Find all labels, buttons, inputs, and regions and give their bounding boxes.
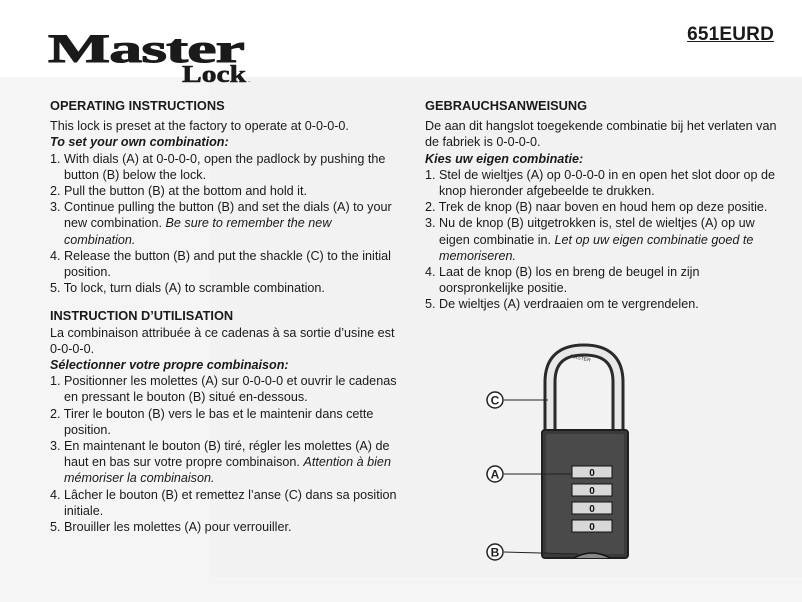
french-intro: La combinaison attribuée à ce cadenas à sa sortie d’usine est 0-0-0-0. [50, 325, 395, 356]
model-number: 651EURD [687, 24, 774, 45]
french-heading: INSTRUCTION D’UTILISATION [50, 308, 234, 324]
german-dutch-section [425, 98, 780, 313]
german-dutch-subheading: Kies uw eigen combinatie: [425, 151, 584, 166]
list-item: 3. En maintenant le bouton (B) tiré, régler les molettes (A) de haut en bas sur votre propre combinaison. Attention à bien mémoriser la combinaison. [50, 439, 391, 486]
dial-digit: 0 [589, 486, 595, 497]
dial-digit: 0 [589, 504, 595, 515]
english-steps [50, 151, 405, 297]
list-item: 4. Release the button (B) and put the shackle (C) to the initial position. [50, 248, 391, 280]
callout-a-label: A [490, 467, 500, 482]
list-item: 4. Lâcher le bouton (B) et remettez l’anse (C) dans sa position initiale. [50, 487, 397, 518]
list-item: 1. With dials (A) at 0-0-0-0, open the padlock by pushing the button (B) below the lock. [50, 151, 386, 182]
list-item: 2. Tirer le bouton (B) vers le bas et le maintenir dans cette position. [50, 406, 374, 437]
callout-b-label: B [490, 545, 500, 560]
list-item: 5. Brouiller les molettes (A) pour verrouiller. [50, 520, 292, 535]
list-item: 2. Trek de knop (B) naar boven en houd hem op deze positie. [425, 200, 768, 215]
master-lock-logo [48, 28, 263, 86]
english-subheading: To set your own combination: [50, 135, 229, 150]
english-intro: This lock is preset at the factory to operate at 0-0-0-0. [50, 119, 349, 134]
svg-text:MASTER: MASTER [569, 353, 592, 364]
dial-digit: 0 [589, 468, 595, 479]
right-column [425, 98, 780, 313]
english-section [50, 98, 405, 296]
list-item: 3. Nu de knop (B) uitgetrokken is, stel de wieltjes (A) op uw eigen combinatie in. Let op uw eigen combinatie goed te memoriseren. [425, 216, 755, 263]
callout-c-label: C [490, 393, 500, 408]
list-item: 2. Pull the button (B) at the bottom and hold it. [50, 184, 307, 199]
list-item: 3. Continue pulling the button (B) and set the dials (A) to your new combination. Be sure to remember the new combination. [50, 200, 392, 247]
german-dutch-heading: GEBRAUCHSANWEISUNG [425, 98, 588, 113]
left-column [50, 98, 405, 535]
list-item: 4. Laat de knop (B) los en breng de beugel in zijn oorspronkelijke positie. [425, 265, 700, 296]
padlock-diagram [482, 340, 662, 575]
german-dutch-intro: De aan dit hangslot toegekende combinatie bij het verlaten van de fabriek is 0-0-0-0. [425, 119, 777, 150]
logo-word-master: Master [48, 28, 244, 71]
german-dutch-steps [425, 167, 780, 313]
french-steps [50, 373, 405, 535]
list-item: 1. Positionner les molettes (A) sur 0-0-0-0 et ouvrir le cadenas en pressant le bouton (B) situé en-dessous. [50, 374, 397, 405]
french-subheading: Sélectionner votre propre combinaison: [50, 358, 289, 373]
logo-word-lock: Lock [182, 62, 247, 86]
logo-dot: . [248, 75, 251, 84]
list-item: 1. Stel de wieltjes (A) op 0-0-0-0 in en open het slot door op de knop hieronder afgebeelde te drukken. [425, 167, 776, 199]
list-item: 5. To lock, turn dials (A) to scramble combination. [50, 281, 325, 296]
list-item: 5. De wieltjes (A) verdraaien om te vergrendelen. [425, 297, 699, 312]
french-section [50, 308, 405, 535]
english-heading: OPERATING INSTRUCTIONS [50, 98, 225, 113]
dial-digit: 0 [589, 522, 595, 533]
